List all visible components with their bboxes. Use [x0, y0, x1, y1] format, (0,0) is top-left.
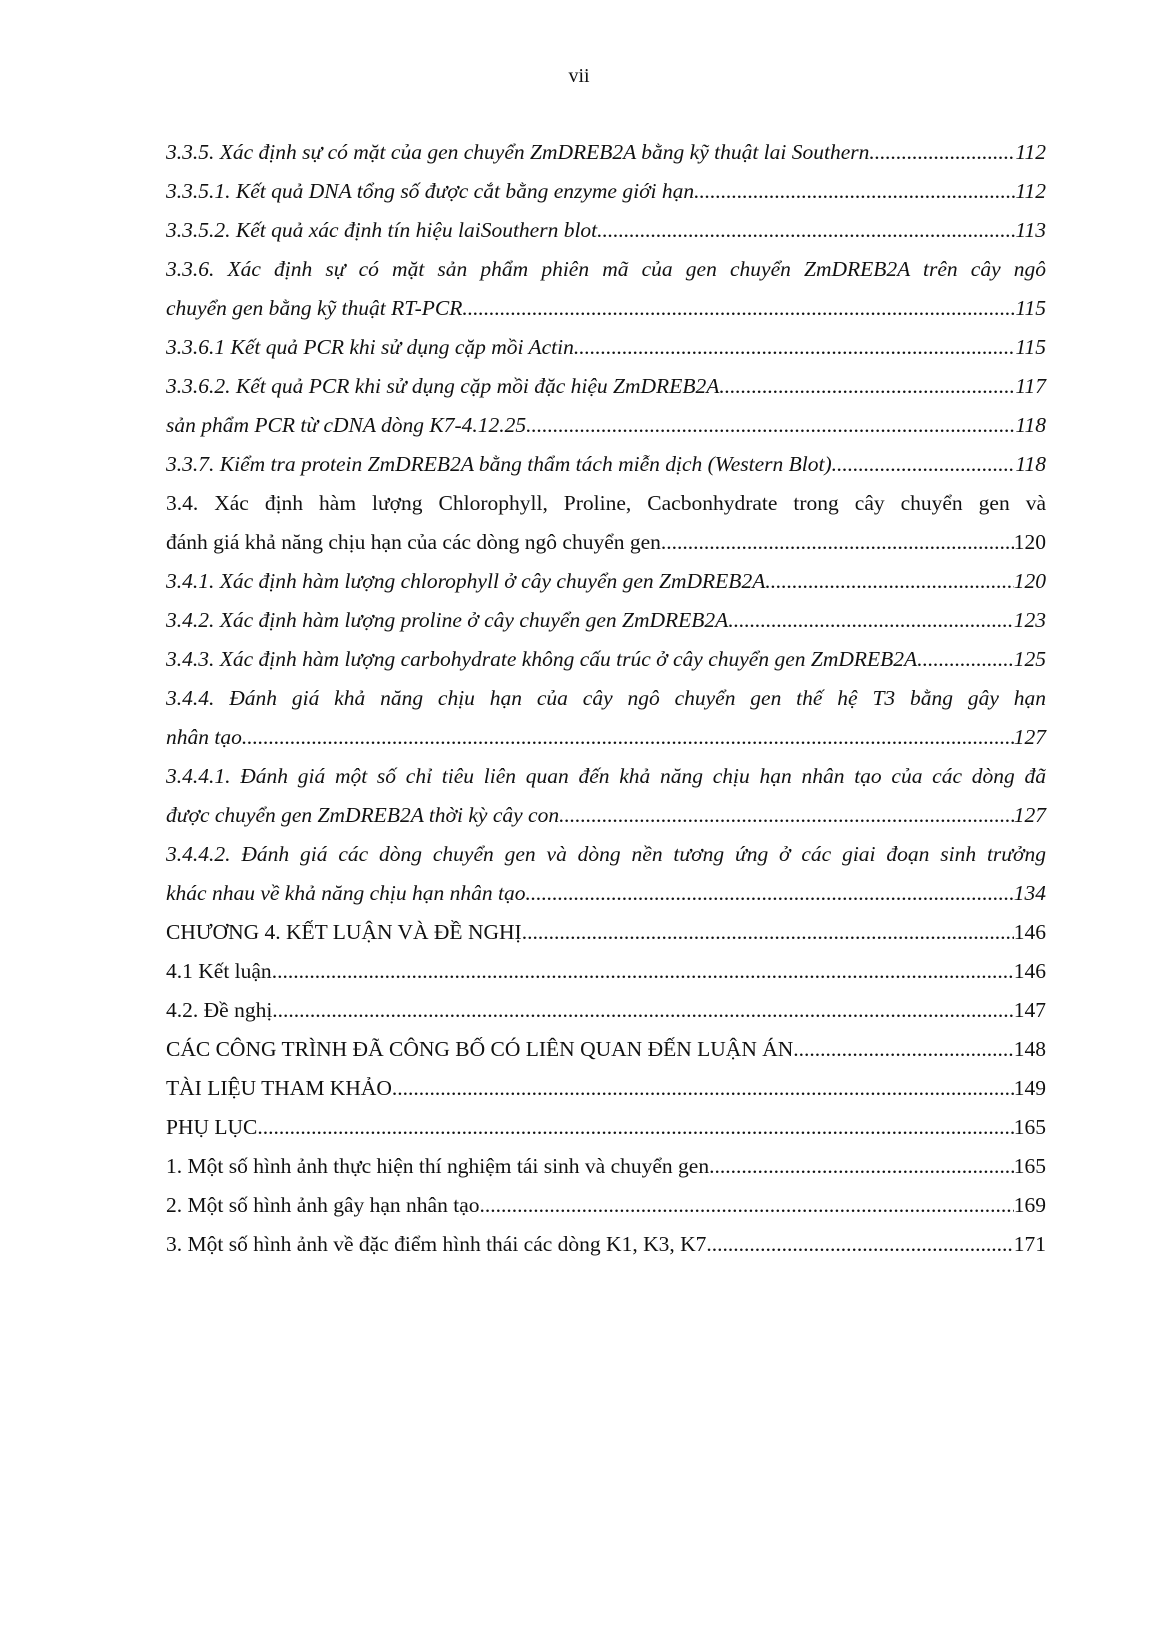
toc-entry-title: 1. Một số hình ảnh thực hiện thí nghiệm tái sinh và chuyển gen: [166, 1154, 710, 1178]
toc-entry[interactable]: [166, 601, 1046, 640]
toc-entry-title: 2. Một số hình ảnh gây hạn nhân tạo: [166, 1193, 480, 1217]
toc-entry[interactable]: [166, 133, 1046, 172]
toc-entry-title-line1: 3.4.4.2. Đánh giá các dòng chuyển gen và dòng nền tương ứng ở các giai đoạn sinh trưởng: [166, 842, 1046, 866]
dot-leader: [462, 289, 1015, 328]
toc-entry[interactable]: [166, 679, 1046, 757]
toc-entry-line2: [166, 523, 1046, 562]
dot-leader: [728, 601, 1013, 640]
toc-entry-page: 146: [1013, 959, 1046, 983]
toc-entry[interactable]: [166, 484, 1046, 562]
toc-entry-line2: [166, 796, 1046, 835]
dot-leader: [526, 406, 1015, 445]
dot-leader: [272, 991, 1013, 1030]
dot-leader: [694, 172, 1015, 211]
toc-entry-page: 113: [1015, 218, 1046, 242]
dot-leader: [719, 367, 1015, 406]
toc-entry-page: 115: [1015, 335, 1046, 359]
dot-leader: [392, 1069, 1014, 1108]
toc-entry-line2: [166, 289, 1046, 328]
toc-entry-page: 127: [1013, 803, 1046, 827]
toc-entry[interactable]: [166, 952, 1046, 991]
dot-leader: [480, 1186, 1014, 1225]
dot-leader: [706, 1225, 1013, 1264]
dot-leader: [522, 913, 1014, 952]
toc-entry-line2: [166, 718, 1046, 757]
dot-leader: [832, 445, 1016, 484]
dot-leader: [525, 874, 1013, 913]
toc-entry-title: 3.3.5.1. Kết quả DNA tổng số được cắt bằng enzyme giới hạn: [166, 179, 695, 203]
toc-entry-page: 120: [1013, 569, 1046, 593]
toc-entry-page: 134: [1013, 881, 1046, 905]
toc-entry-title: được chuyển gen ZmDREB2A thời kỳ cây con: [166, 803, 560, 827]
toc-entry-page: 171: [1013, 1232, 1046, 1256]
toc-entry-page: 169: [1013, 1193, 1046, 1217]
toc-entry-title: 3.4.1. Xác định hàm lượng chlorophyll ở cây chuyển gen ZmDREB2A: [166, 569, 766, 593]
toc-entry-title: 4.2. Đề nghị: [166, 998, 273, 1022]
toc-entry-page: 118: [1015, 413, 1046, 437]
toc-entry[interactable]: [166, 1069, 1046, 1108]
toc-entry-title: khác nhau về khả năng chịu hạn nhân tạo: [166, 881, 526, 905]
toc-entry-title: sản phẩm PCR từ cDNA dòng K7-4.12.25: [166, 413, 527, 437]
toc-entry-title-line1: 3.4.4. Đánh giá khả năng chịu hạn của cây ngô chuyển gen thế hệ T3 bằng gây hạn: [166, 686, 1046, 710]
toc-entry[interactable]: [166, 562, 1046, 601]
toc-entry[interactable]: [166, 1108, 1046, 1147]
toc-entry-title: CHƯƠNG 4. KẾT LUẬN VÀ ĐỀ NGHỊ: [166, 920, 522, 944]
toc-entry-page: 149: [1013, 1076, 1046, 1100]
toc-entry-page: 112: [1015, 140, 1046, 164]
dot-leader: [793, 1030, 1013, 1069]
toc-entry-page: 165: [1013, 1115, 1046, 1139]
toc-entry-line2: [166, 874, 1046, 913]
toc-entry-page: 115: [1015, 296, 1046, 320]
dot-leader: [765, 562, 1013, 601]
toc-entry-page: 148: [1013, 1037, 1046, 1061]
toc-entry[interactable]: [166, 406, 1046, 445]
toc-entry-page: 146: [1013, 920, 1046, 944]
toc-entry-title: nhân tạo: [166, 725, 242, 749]
toc-entry[interactable]: [166, 367, 1046, 406]
dot-leader: [869, 133, 1015, 172]
toc-entry-page: 120: [1013, 530, 1046, 554]
toc-entry[interactable]: [166, 1147, 1046, 1186]
toc-entry[interactable]: [166, 445, 1046, 484]
toc-entry[interactable]: [166, 1186, 1046, 1225]
toc-entry-title: đánh giá khả năng chịu hạn của các dòng ngô chuyển gen: [166, 530, 661, 554]
toc-entry-title: 3.4.3. Xác định hàm lượng carbohydrate không cấu trúc ở cây chuyển gen ZmDREB2A: [166, 647, 918, 671]
page-number: vii: [568, 65, 590, 87]
toc-entry-page: 112: [1015, 179, 1046, 203]
toc-entry-title: 3.4.2. Xác định hàm lượng proline ở cây chuyển gen ZmDREB2A: [166, 608, 729, 632]
toc-entry-page: 123: [1013, 608, 1046, 632]
toc-entry-title-line1: 3.4.4.1. Đánh giá một số chỉ tiêu liên quan đến khả năng chịu hạn nhân tạo của các dòng đã: [166, 764, 1046, 788]
toc-entry[interactable]: [166, 757, 1046, 835]
toc-entry-title-line1: 3.3.6. Xác định sự có mặt sản phẩm phiên mã của gen chuyển ZmDREB2A trên cây ngô: [166, 257, 1046, 281]
toc-entry-title: chuyển gen bằng kỹ thuật RT-PCR: [166, 296, 463, 320]
toc-entry-page: 117: [1015, 374, 1046, 398]
toc-entry-title: 3.3.5.2. Kết quả xác định tín hiệu laiSouthern blot: [166, 218, 598, 242]
dot-leader: [917, 640, 1014, 679]
toc-entry-title: PHỤ LỤC: [166, 1115, 258, 1139]
toc-entry-title: CÁC CÔNG TRÌNH ĐÃ CÔNG BỐ CÓ LIÊN QUAN ĐẾN LUẬN ÁN: [166, 1037, 794, 1061]
toc-entry[interactable]: [166, 991, 1046, 1030]
toc-entry-page: 125: [1013, 647, 1046, 671]
dot-leader: [257, 1108, 1013, 1147]
dot-leader: [709, 1147, 1014, 1186]
toc-entry-page: 147: [1013, 998, 1046, 1022]
toc-entry[interactable]: [166, 250, 1046, 328]
toc-entry[interactable]: [166, 913, 1046, 952]
toc-entry-page: 165: [1013, 1154, 1046, 1178]
toc-entry-title: 3. Một số hình ảnh về đặc điểm hình thái các dòng K1, K3, K7: [166, 1232, 707, 1256]
dot-leader: [272, 952, 1014, 991]
toc-entry[interactable]: [166, 1225, 1046, 1264]
toc-entry-title: 4.1 Kết luận: [166, 959, 272, 983]
dot-leader: [242, 718, 1014, 757]
toc-entry-title: 3.3.7. Kiểm tra protein ZmDREB2A bằng thẩm tách miễn dịch (Western Blot): [166, 452, 832, 476]
toc-entry-title: 3.3.6.1 Kết quả PCR khi sử dụng cặp mồi Actin: [166, 335, 574, 359]
toc-entry[interactable]: [166, 211, 1046, 250]
dot-leader: [661, 523, 1014, 562]
toc-entry-page: 118: [1015, 452, 1046, 476]
toc-entry-title-line1: 3.4. Xác định hàm lượng Chlorophyll, Proline, Cacbonhydrate trong cây chuyển gen và: [166, 491, 1046, 515]
table-of-contents: [166, 133, 1046, 1264]
toc-entry[interactable]: [166, 640, 1046, 679]
toc-entry-title: TÀI LIỆU THAM KHẢO: [166, 1076, 392, 1100]
toc-entry[interactable]: [166, 328, 1046, 367]
toc-entry[interactable]: [166, 835, 1046, 913]
toc-entry-page: 127: [1013, 725, 1046, 749]
dot-leader: [574, 328, 1015, 367]
toc-entry[interactable]: [166, 172, 1046, 211]
toc-entry[interactable]: [166, 1030, 1046, 1069]
dot-leader: [559, 796, 1014, 835]
dot-leader: [597, 211, 1015, 250]
toc-entry-title: 3.3.6.2. Kết quả PCR khi sử dụng cặp mồi đặc hiệu ZmDREB2A: [166, 374, 720, 398]
toc-entry-title: 3.3.5. Xác định sự có mặt của gen chuyển ZmDREB2A bằng kỹ thuật lai Southern: [166, 140, 870, 164]
